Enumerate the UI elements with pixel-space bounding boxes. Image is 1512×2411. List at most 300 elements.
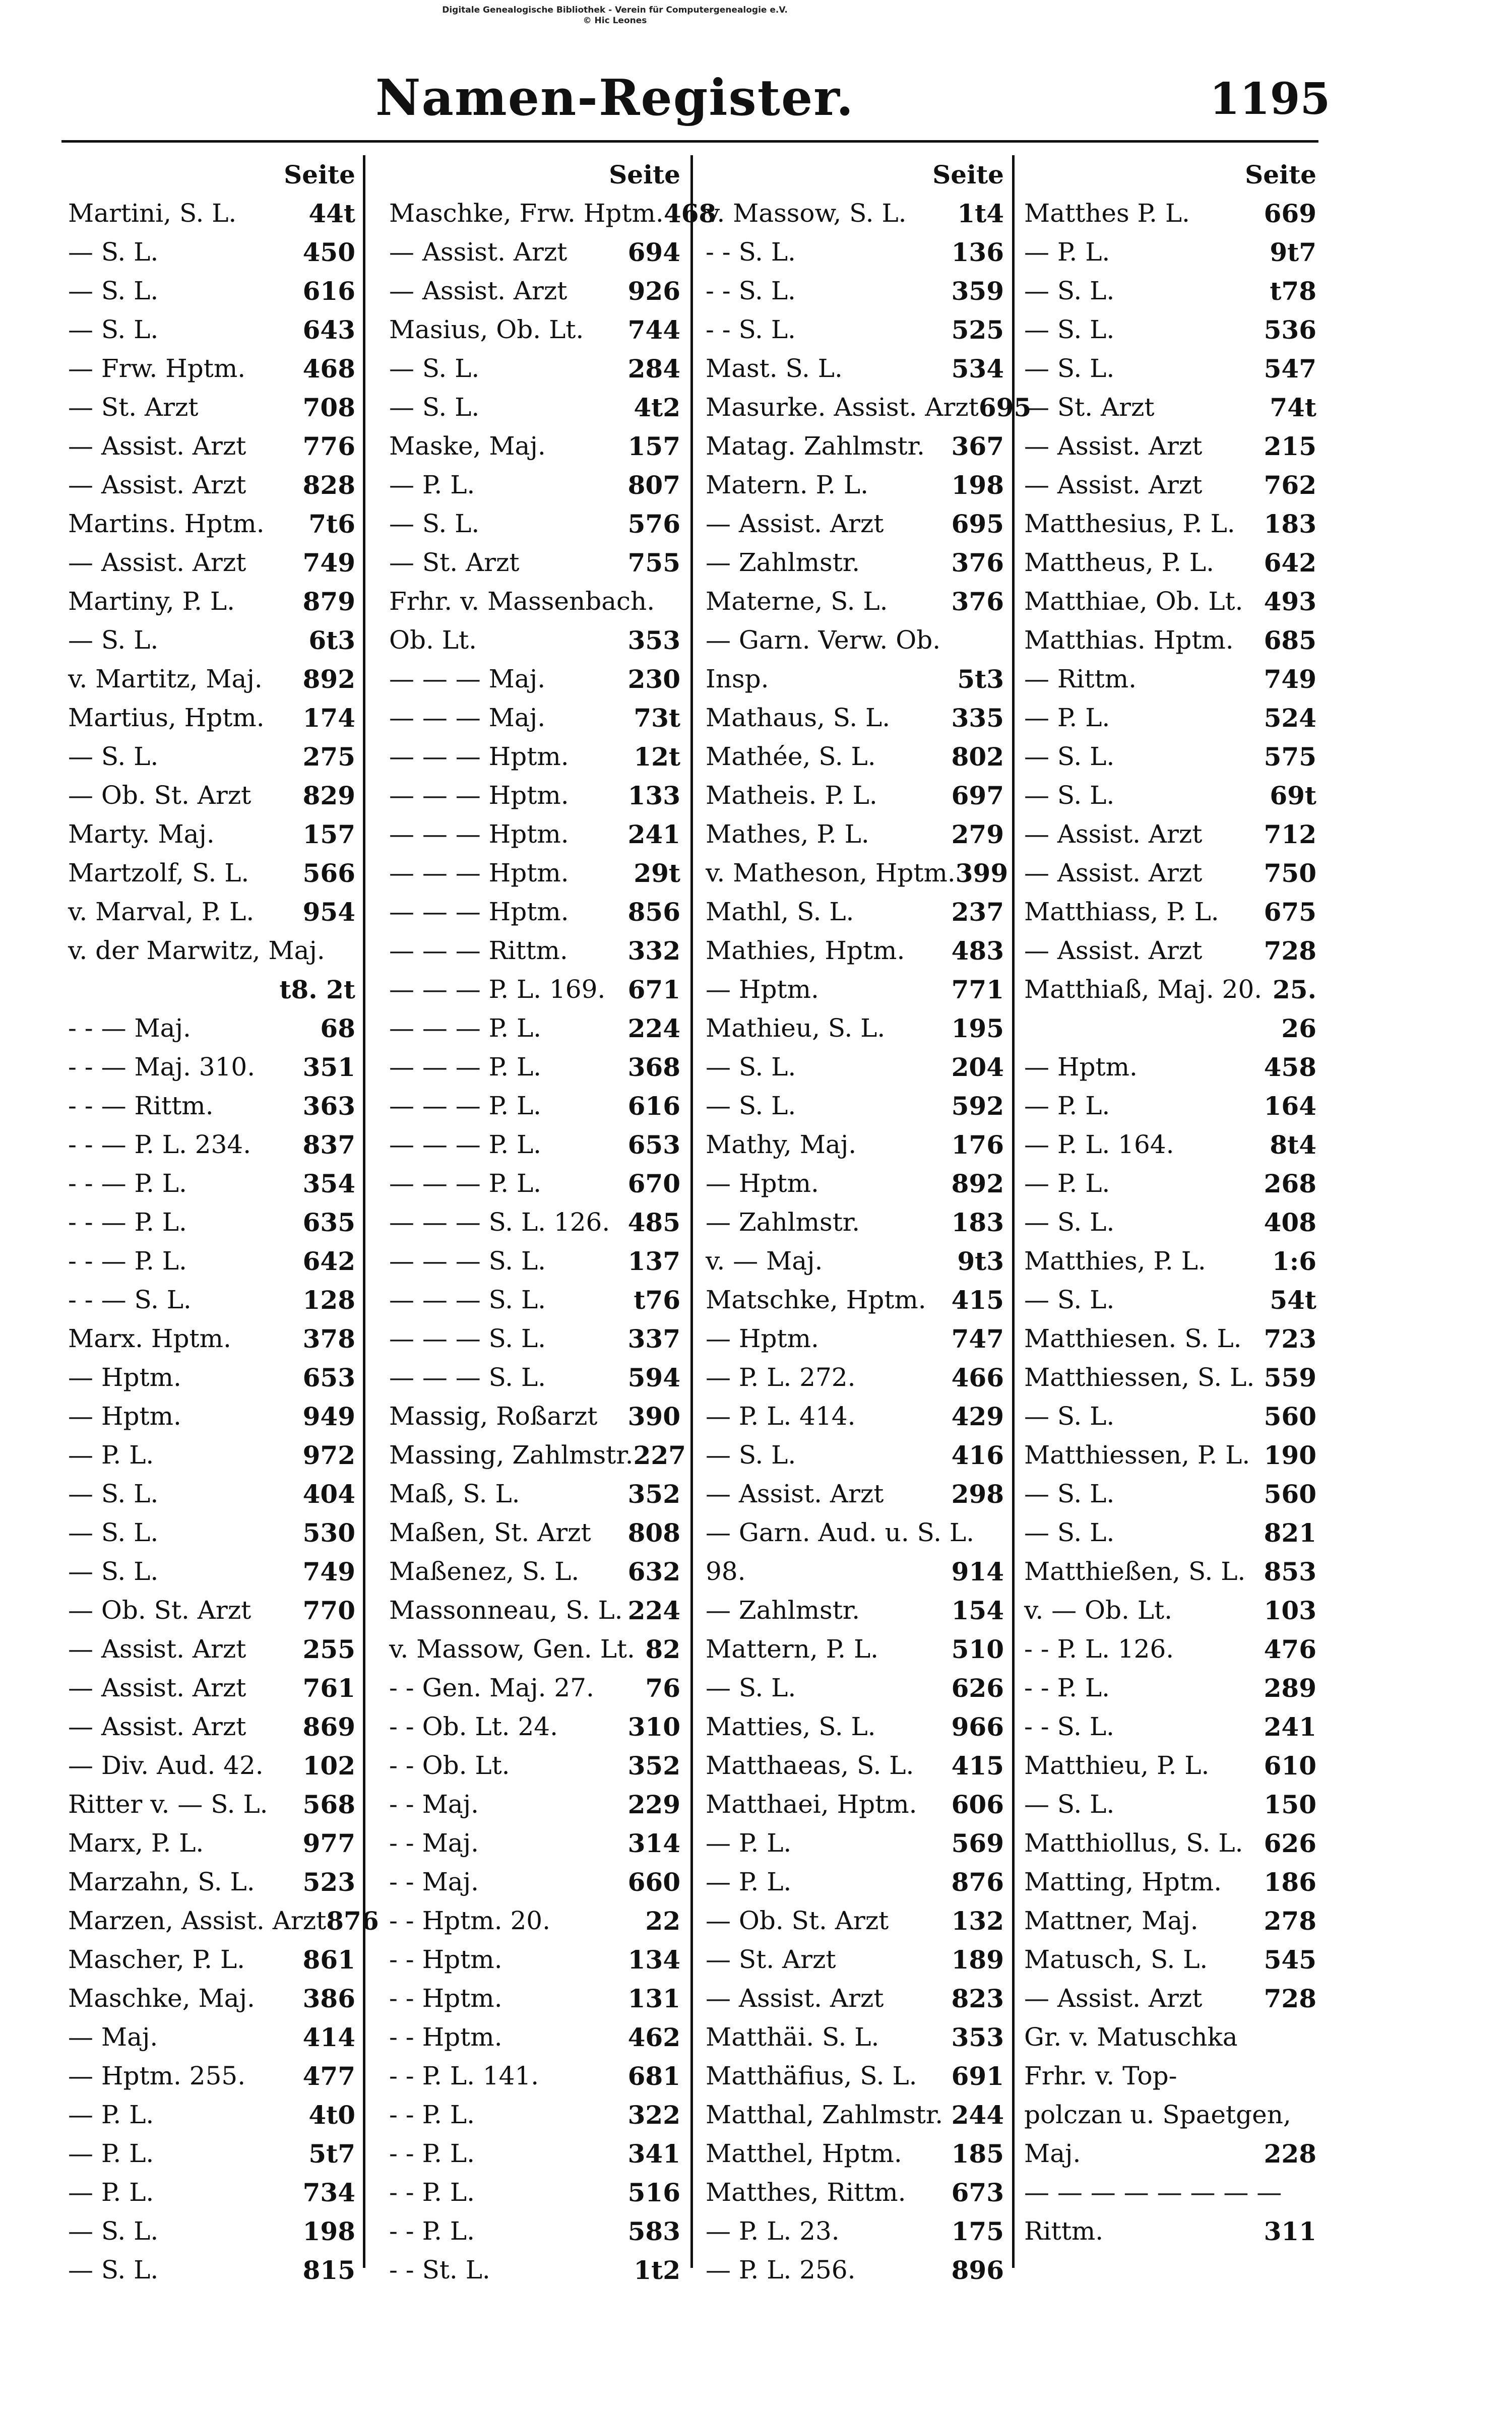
index-entry — [706, 1164, 1004, 1203]
entry-name: — S. L. — [706, 1440, 796, 1470]
entry-name: Rittm. — [1024, 2216, 1104, 2246]
entry-page: 734 — [302, 2178, 355, 2207]
entry-name: Mathl, S. L. — [706, 897, 854, 926]
entry-page: 378 — [302, 1324, 355, 1354]
entry-page: 966 — [951, 1712, 1004, 1742]
index-entry — [706, 970, 1004, 1009]
index-entry — [1024, 1785, 1316, 1824]
entry-name: Mathaus, S. L. — [706, 703, 891, 732]
index-entry — [706, 194, 1004, 233]
column-header-label: Seite — [932, 160, 1004, 189]
index-entry — [68, 1785, 355, 1824]
index-entry — [389, 931, 680, 970]
index-entry — [68, 699, 355, 737]
entry-name: Mathes, P. L. — [706, 819, 869, 849]
entry-page: 892 — [951, 1169, 1004, 1198]
entry-name: - - S. L. — [1024, 1712, 1114, 1741]
entry-page: 493 — [1264, 587, 1316, 616]
index-entry — [68, 737, 355, 776]
entry-name: - - Ob. Lt. 24. — [389, 1712, 558, 1741]
entry-page: 749 — [302, 548, 355, 578]
index-entry — [68, 1979, 355, 2018]
entry-name: — S. L. — [1024, 1518, 1115, 1547]
entry-page: 853 — [1264, 1557, 1316, 1587]
entry-name: — Ob. St. Arzt — [706, 1906, 889, 1935]
index-entry — [68, 1746, 355, 1785]
entry-name: Maschke, Frw. Hptm. — [389, 199, 664, 228]
entry-name: Maßenez, S. L. — [389, 1557, 580, 1586]
entry-page: 476 — [1264, 1634, 1316, 1664]
entry-name: Martiny, P. L. — [68, 587, 235, 616]
entry-name: — — — P. L. — [389, 1013, 542, 1043]
entry-name: — P. L. 164. — [1024, 1130, 1174, 1159]
column-divider-3 — [1012, 155, 1015, 2268]
entry-page: 723 — [1264, 1324, 1316, 1354]
entry-page: 183 — [951, 1208, 1004, 1237]
entry-name: — Rittm. — [1024, 664, 1137, 693]
entry-name: Matthaei, Hptm. — [706, 1790, 917, 1819]
index-entry — [706, 737, 1004, 776]
entry-page: 559 — [1264, 1363, 1316, 1392]
entry-name: Mast. S. L. — [706, 354, 843, 383]
entry-name: - - Maj. — [389, 1790, 479, 1819]
entry-name: - - Hptm. — [389, 2022, 502, 2052]
entry-page: 468 — [663, 199, 717, 228]
entry-page: 150 — [1264, 1790, 1316, 1819]
entry-page: t8. 2t — [279, 975, 355, 1004]
entry-page: 415 — [951, 1285, 1004, 1315]
entry-name: - - — P. L. 234. — [68, 1130, 251, 1159]
index-entry — [68, 621, 355, 660]
index-entry — [68, 2212, 355, 2251]
entry-name: — S. L. — [706, 1052, 796, 1082]
entry-page: 415 — [951, 1751, 1004, 1781]
entry-page: 776 — [302, 431, 355, 461]
index-column-3 — [706, 155, 1032, 2290]
index-entry — [389, 815, 680, 854]
index-entry — [68, 776, 355, 815]
entry-page: 977 — [302, 1828, 355, 1858]
entry-page: 408 — [1264, 1208, 1316, 1237]
index-entry — [389, 1785, 680, 1824]
entry-name: Matthesius, P. L. — [1024, 509, 1235, 538]
index-entry — [706, 1319, 1004, 1358]
entry-name: — S. L. — [389, 393, 480, 422]
entry-name: Matthies, P. L. — [1024, 1246, 1206, 1276]
entry-page: 1t4 — [957, 199, 1004, 228]
entry-name: — — — P. L. — [389, 1169, 542, 1198]
index-entry — [389, 1009, 680, 1048]
index-entry — [389, 2251, 680, 2290]
entry-page: 82 — [645, 1634, 680, 1664]
entry-page: 458 — [1264, 1052, 1316, 1082]
entry-name: - - — S. L. — [68, 1285, 192, 1314]
index-entry — [389, 1436, 686, 1475]
index-entry — [1024, 388, 1316, 427]
entry-page: 547 — [1264, 354, 1316, 384]
entry-name: Maschke, Maj. — [68, 1984, 255, 2013]
index-entry — [1024, 543, 1316, 582]
entry-page: 828 — [302, 470, 355, 500]
index-entry — [389, 504, 680, 543]
entry-page: 429 — [951, 1402, 1004, 1431]
index-column-2 — [389, 155, 717, 2290]
entry-name: — — — Maj. — [389, 703, 546, 732]
index-entry — [68, 1669, 355, 1707]
entry-page: 896 — [951, 2255, 1004, 2285]
index-entry — [68, 1513, 355, 1552]
entry-page: 808 — [627, 1518, 680, 1548]
entry-page: 673 — [951, 2178, 1004, 2207]
index-entry — [706, 2251, 1004, 2290]
index-entry — [68, 2057, 355, 2096]
entry-name: — — — S. L. 126. — [389, 1208, 610, 1237]
index-column-4 — [1024, 155, 1316, 2251]
entry-name: Matthiessen, P. L. — [1024, 1440, 1250, 1470]
entry-page: 76 — [645, 1673, 680, 1703]
entry-name: — Assist. Arzt — [1024, 1984, 1203, 2013]
entry-name: — S. L. — [68, 2255, 159, 2285]
entry-page: 255 — [302, 1634, 355, 1664]
index-entry — [706, 660, 1004, 699]
column-header — [68, 155, 355, 194]
index-entry — [68, 1630, 355, 1669]
index-entry — [1024, 2212, 1316, 2251]
index-entry — [706, 272, 1004, 310]
entry-page: 386 — [302, 1984, 355, 2013]
entry-name: - - S. L. — [706, 315, 796, 344]
entry-page: 6t3 — [308, 625, 355, 655]
index-entry — [1024, 194, 1316, 233]
index-entry — [1024, 1513, 1316, 1552]
entry-page: 204 — [951, 1052, 1004, 1082]
index-entry — [706, 776, 1004, 815]
index-entry — [389, 1203, 680, 1242]
entry-page: 1:6 — [1272, 1246, 1316, 1276]
entry-page: 483 — [951, 936, 1004, 966]
entry-page: 876 — [326, 1906, 379, 1936]
entry-page: 332 — [627, 936, 680, 966]
entry-page: 485 — [627, 1208, 680, 1237]
entry-page: 755 — [627, 548, 680, 578]
entry-page: 632 — [627, 1557, 680, 1587]
index-entry — [68, 854, 355, 893]
entry-name: — Garn. Aud. u. S. L. — [706, 1518, 974, 1547]
entry-page: 876 — [951, 1867, 1004, 1897]
entry-page: t78 — [1270, 276, 1316, 306]
entry-page: 744 — [627, 315, 680, 345]
index-entry — [389, 272, 680, 310]
entry-name: Frhr. v. Top- — [1024, 2061, 1177, 2090]
entry-name: Massonneau, S. L. — [389, 1596, 623, 1625]
entry-name: — S. L. — [706, 1091, 796, 1120]
index-entry — [1024, 2134, 1316, 2173]
entry-page: 892 — [302, 664, 355, 694]
entry-page: 695 — [978, 393, 1032, 422]
index-entry — [389, 349, 680, 388]
index-entry — [1024, 349, 1316, 388]
entry-name: — Assist. Arzt — [706, 1984, 884, 2013]
index-entry — [68, 233, 355, 272]
index-entry — [68, 194, 355, 233]
entry-name: Matthiollus, S. L. — [1024, 1828, 1243, 1858]
entry-name: Matthes, Rittm. — [706, 2178, 906, 2207]
entry-name: — P. L. — [389, 470, 475, 499]
entry-page: 352 — [627, 1479, 680, 1509]
entry-name: — Assist. Arzt — [68, 548, 246, 577]
index-entry — [1024, 1824, 1316, 1863]
entry-page: 749 — [302, 1557, 355, 1587]
entry-page: 914 — [951, 1557, 1004, 1587]
index-entry — [68, 2134, 355, 2173]
entry-page: 568 — [302, 1790, 355, 1819]
entry-name: — Assist. Arzt — [1024, 858, 1203, 887]
entry-page: 229 — [627, 1790, 680, 1819]
entry-name: Martius, Hptm. — [68, 703, 265, 732]
index-entry — [706, 543, 1004, 582]
column-divider-1 — [363, 155, 365, 2268]
index-entry — [68, 1009, 355, 1048]
index-entry — [68, 2173, 355, 2212]
entry-name: — Garn. Verw. Ob. — [706, 625, 941, 655]
entry-name: Masius, Ob. Lt. — [389, 315, 584, 344]
entry-name: — — — Hptm. — [389, 897, 569, 926]
entry-page: 268 — [1264, 1169, 1316, 1198]
index-entry — [68, 1319, 355, 1358]
index-entry — [1024, 1707, 1316, 1746]
index-entry — [706, 1785, 1004, 1824]
entry-page: 821 — [1264, 1518, 1316, 1548]
entry-page: 728 — [1264, 1984, 1316, 2013]
entry-name: — S. L. — [68, 1479, 159, 1508]
index-entry — [1024, 1281, 1316, 1319]
index-entry — [389, 621, 680, 660]
entry-name: — P. L. — [1024, 237, 1110, 267]
index-entry — [68, 1552, 355, 1591]
entry-name: — St. Arzt — [706, 1945, 836, 1974]
index-entry — [389, 737, 680, 776]
entry-page: 771 — [951, 975, 1004, 1004]
entry-name: - - — P. L. — [68, 1208, 187, 1237]
entry-page: 289 — [1264, 1673, 1316, 1703]
entry-name: - - — Maj. — [68, 1013, 191, 1043]
entry-page: 241 — [1264, 1712, 1316, 1742]
index-entry — [1024, 931, 1316, 970]
entry-page: 69t — [1270, 781, 1316, 810]
entry-name: — — — Hptm. — [389, 742, 569, 771]
index-entry — [706, 1475, 1004, 1513]
entry-name: — Assist. Arzt — [706, 509, 884, 538]
entry-name: Matthiass, P. L. — [1024, 897, 1219, 926]
entry-page: 879 — [302, 587, 355, 616]
entry-name: — S. L. — [389, 354, 480, 383]
index-entry — [68, 1242, 355, 1281]
entry-page: 284 — [627, 354, 680, 384]
entry-page: 815 — [302, 2255, 355, 2285]
entry-page: 227 — [633, 1440, 686, 1470]
entry-page: 523 — [302, 1867, 355, 1897]
entry-name: - - P. L. — [389, 2100, 475, 2129]
entry-name: Mascher, P. L. — [68, 1945, 245, 1974]
index-column-1 — [68, 155, 379, 2290]
index-entry — [389, 1669, 680, 1707]
entry-name: — Assist. Arzt — [1024, 431, 1203, 461]
index-entry — [68, 310, 355, 349]
entry-name: — P. L. 23. — [706, 2216, 840, 2246]
entry-page: 237 — [951, 897, 1004, 927]
entry-page: 404 — [302, 1479, 355, 1509]
index-entry — [389, 1940, 680, 1979]
index-entry — [1024, 1901, 1316, 1940]
index-entry — [706, 2212, 1004, 2251]
entry-page: 9t7 — [1270, 237, 1316, 267]
index-entry — [68, 1203, 355, 1242]
index-entry — [389, 2096, 680, 2134]
entry-name: - - Maj. — [389, 1828, 479, 1858]
index-entry — [1024, 2096, 1316, 2134]
entry-page: 576 — [627, 509, 680, 539]
entry-name: — S. L. — [1024, 276, 1115, 305]
entry-page: 761 — [302, 1673, 355, 1703]
column-header-label: Seite — [609, 160, 680, 189]
index-entry — [68, 1591, 355, 1630]
entry-page: 128 — [302, 1285, 355, 1315]
entry-name: — P. L. — [1024, 1169, 1110, 1198]
entry-page: 190 — [1264, 1440, 1316, 1470]
index-entry — [68, 1863, 355, 1901]
entry-name: — S. L. — [1024, 354, 1115, 383]
entry-name: polczan u. Spaetgen, — [1024, 2100, 1291, 2129]
entry-name: Matthiessen, S. L. — [1024, 1363, 1255, 1392]
entry-page: 224 — [627, 1013, 680, 1043]
entry-name: — — — P. L. 169. — [389, 975, 606, 1004]
entry-page: 337 — [627, 1324, 680, 1354]
entry-page: 671 — [627, 975, 680, 1004]
entry-name: — Zahlmstr. — [706, 548, 860, 577]
index-entry — [706, 233, 1004, 272]
entry-name: — Hptm. — [68, 1363, 181, 1392]
entry-page: 354 — [302, 1169, 355, 1198]
column-header — [389, 155, 680, 194]
entry-name: - - — P. L. — [68, 1246, 187, 1276]
entry-name: Maßen, St. Arzt — [389, 1518, 591, 1547]
entry-page: 26 — [1281, 1013, 1316, 1043]
index-entry — [706, 582, 1004, 621]
index-entry — [68, 582, 355, 621]
entry-name: Masurke. Assist. Arzt — [706, 393, 979, 422]
index-entry — [1024, 1164, 1316, 1203]
entry-name: — S. L. — [1024, 1479, 1115, 1508]
index-entry — [389, 2173, 680, 2212]
entry-name: — — — S. L. — [389, 1246, 546, 1276]
entry-page: 610 — [1264, 1751, 1316, 1781]
index-entry — [706, 1009, 1004, 1048]
entry-page: 616 — [302, 276, 355, 306]
entry-page: 685 — [1264, 625, 1316, 655]
index-entry — [1024, 2057, 1316, 2096]
index-entry — [389, 310, 680, 349]
index-entry — [389, 427, 680, 466]
entry-name: — S. L. — [68, 1518, 159, 1547]
index-entry — [1024, 737, 1316, 776]
entry-page: 653 — [302, 1363, 355, 1392]
index-entry — [68, 970, 355, 1009]
entry-name: Mathée, S. L. — [706, 742, 876, 771]
entry-page: 310 — [627, 1712, 680, 1742]
entry-page: 174 — [302, 703, 355, 733]
entry-page: 352 — [627, 1751, 680, 1781]
entry-name: — Zahlmstr. — [706, 1596, 860, 1625]
top-rule — [61, 140, 1318, 143]
entry-name: Matting, Hptm. — [1024, 1867, 1222, 1896]
index-entry — [389, 194, 717, 233]
index-entry — [706, 1048, 1004, 1087]
index-entry — [389, 388, 680, 427]
entry-name: Matthäi. S. L. — [706, 2022, 879, 2052]
entry-page: 134 — [627, 1945, 680, 1975]
entry-page: 560 — [1264, 1479, 1316, 1509]
entry-name: — — — Hptm. — [389, 781, 569, 810]
index-entry — [389, 1552, 680, 1591]
index-entry — [389, 2018, 680, 2057]
entry-page: 837 — [302, 1130, 355, 1160]
entry-page: 653 — [627, 1130, 680, 1160]
entry-name: — Assist. Arzt — [1024, 819, 1203, 849]
entry-page: 626 — [1264, 1828, 1316, 1858]
entry-name: Matthiae, Ob. Lt. — [1024, 587, 1243, 616]
entry-name: — — — P. L. — [389, 1091, 542, 1120]
entry-name: Martins. Hptm. — [68, 509, 265, 538]
entry-page: 697 — [951, 781, 1004, 810]
entry-page: 198 — [302, 2216, 355, 2246]
entry-name: — Maj. — [68, 2022, 158, 2052]
entry-page: 708 — [302, 393, 355, 422]
entry-name: — Ob. St. Arzt — [68, 1596, 251, 1625]
entry-name: Frhr. v. Massenbach. — [389, 587, 655, 616]
entry-page: 54t — [1270, 1285, 1316, 1315]
entry-name: — Assist. Arzt — [389, 276, 568, 305]
entry-name: Marx. Hptm. — [68, 1324, 231, 1353]
entry-name: Matties, S. L. — [706, 1712, 876, 1741]
entry-name: — P. L. 256. — [706, 2255, 856, 2285]
entry-name: — S. L. — [68, 1557, 159, 1586]
index-entry — [68, 388, 355, 427]
entry-page: 341 — [627, 2139, 680, 2169]
entry-name: — S. L. — [1024, 1790, 1115, 1819]
entry-page: 807 — [627, 470, 680, 500]
entry-name: Matschke, Hptm. — [706, 1285, 926, 1314]
index-entry — [1024, 854, 1316, 893]
index-entry — [706, 504, 1004, 543]
entry-name: — — — Hptm. — [389, 819, 569, 849]
entry-page: 823 — [951, 1984, 1004, 2013]
index-entry — [1024, 233, 1316, 272]
index-entry — [1024, 310, 1316, 349]
index-entry — [68, 2096, 355, 2134]
entry-name: Matthal, Zahlmstr. — [706, 2100, 943, 2129]
entry-name: Materne, S. L. — [706, 587, 888, 616]
entry-page: 616 — [627, 1091, 680, 1121]
entry-page: 524 — [1264, 703, 1316, 733]
entry-page: 164 — [1264, 1091, 1316, 1121]
entry-name: Martzolf, S. L. — [68, 858, 249, 887]
entry-page: 560 — [1264, 1402, 1316, 1431]
index-entry — [706, 1513, 1004, 1552]
entry-name: — Hptm. — [68, 1402, 181, 1431]
index-entry — [1024, 2173, 1316, 2212]
entry-name: Mattern, P. L. — [706, 1634, 879, 1664]
entry-page: 525 — [951, 315, 1004, 345]
